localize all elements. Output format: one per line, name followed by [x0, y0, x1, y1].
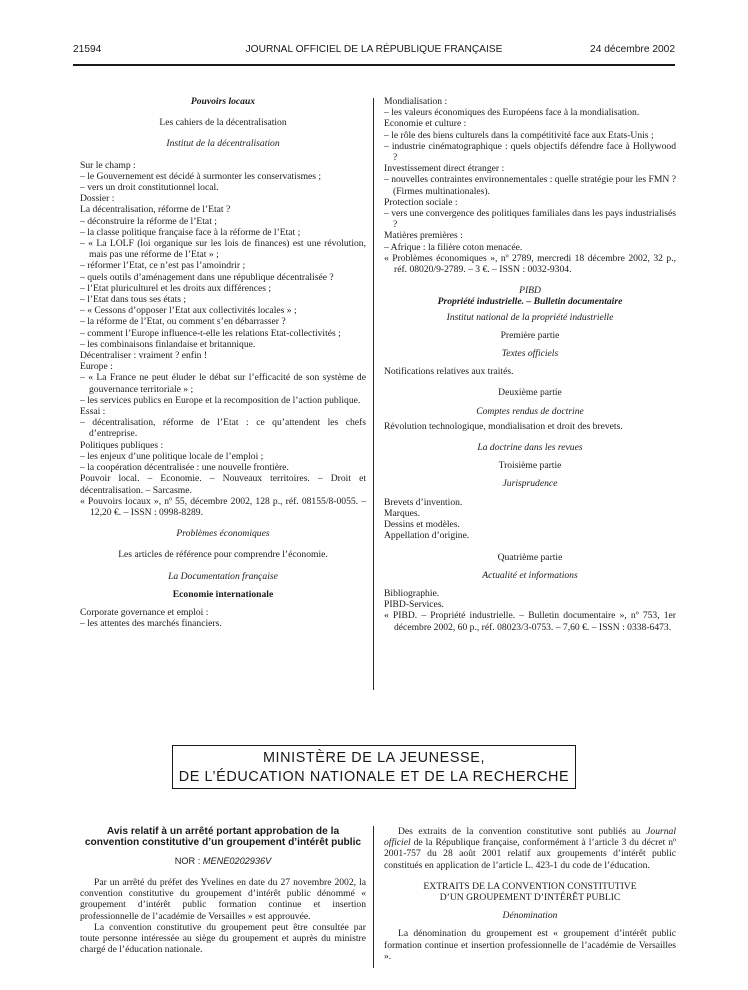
toc-line: – vers un droit constitutionnel local. — [80, 182, 219, 194]
toc-line: Investissement direct étranger : — [384, 163, 505, 175]
toc-line: – quels outils d’aménagement dans une république décentralisée ? — [80, 271, 334, 283]
intro-text-2: de la République française, conformément à l’article 3 du décret nº 2001-757 du 28 août 2001 relatif aux groupements d’intérêt public constitués en application de l’article L. 423-1 du code de l’éducation. — [384, 837, 676, 871]
keywords-line: Pouvoir local. – Economie. – Nouveaux territoires. – Droit et décentralisation. – Sarcasme. — [80, 473, 366, 496]
extraits-column — [384, 826, 676, 962]
list-item: Marques. — [384, 507, 420, 519]
extraits-heading-line-2: D’UN GROUPEMENT D’INTÉRÊT PUBLIC — [439, 892, 621, 904]
toc-line: Décentraliser : vraiment ? enfin ! — [80, 350, 208, 362]
toc-line: Corporate governance et emploi : — [80, 606, 209, 618]
ministry-line-2: DE L’ÉDUCATION NATIONALE ET DE LA RECHERCHE — [178, 769, 570, 785]
toc-line: Economie et culture : — [384, 118, 467, 130]
nor-label: NOR : — [174, 855, 201, 866]
part-heading: Troisième partie — [498, 460, 562, 472]
toc-line: – nouvelles contraintes environnementales : quelle stratégie pour les FMN ? (Firmes multinationales). — [384, 174, 676, 197]
right-column — [384, 96, 676, 633]
toc-line: – la classe politique française face à la réforme de l’Etat ; — [80, 226, 301, 238]
toc-line: – les combinaisons finlandaise et britannique. — [80, 338, 256, 350]
toc-line: – « La France ne peut éluder le débat sur l’efficacité de son système de gouvernance territoriale » ; — [80, 372, 366, 395]
column-divider-bottom — [373, 826, 374, 968]
part-text: Révolution technologique, mondialisation et droit des brevets. — [384, 420, 623, 432]
list-item: PIBD-Services. — [384, 599, 444, 611]
part-subheading: Jurisprudence — [502, 478, 558, 490]
extraits-intro — [384, 826, 676, 871]
toc-line: Sur le champ : — [80, 159, 136, 171]
journal-officiel-reference: Journal officiel — [384, 826, 676, 849]
toc-line: – la coopération décentralisée : une nouvelle frontière. — [80, 462, 289, 474]
avis-column — [80, 826, 366, 955]
part-subheading: Textes officiels — [501, 348, 559, 360]
toc-line: – l’Etat dans tous ses états ; — [80, 294, 187, 306]
part-subheading: Actualité et informations — [482, 569, 578, 581]
avis-paragraph: La convention constitutive du groupement peut être consultée par toute personne intéressée au siège du groupement et auprès du ministre chargé de l’éducation nationale. — [80, 921, 366, 956]
part-heading: Quatrième partie — [497, 551, 563, 563]
section-title-problemes-economiques: Problèmes économiques — [176, 528, 270, 540]
toc-line: – réformer l’Etat, ce n’est pas l’amoindrir ; — [80, 260, 246, 272]
toc-line: – les enjeux d’une politique locale de l’emploi ; — [80, 450, 264, 462]
list-item: Appellation d’origine. — [384, 530, 470, 542]
page-header — [73, 44, 675, 58]
toc-line: – le Gouvernement est décidé à surmonter les conservatismes ; — [80, 170, 322, 182]
header-rule — [73, 64, 675, 66]
toc-line: – le rôle des biens culturels dans la compétitivité face aux Etats-Unis ; — [384, 129, 654, 141]
toc-line: – vers une convergence des politiques familiales dans les pays industrialisés ? — [384, 208, 676, 231]
toc-line: – l’Etat pluriculturel et les droits aux différences ; — [80, 282, 272, 294]
section-subtitle: Les articles de référence pour comprendre l’économie. — [118, 549, 328, 561]
toc-line: – les services publics en Europe et la recomposition de l’action publique. — [80, 394, 361, 406]
toc-line: – « Cessons d’opposer l’Etat aux collectivités locales » ; — [80, 305, 297, 317]
toc-line: Dossier : — [80, 193, 115, 205]
part-heading: Deuxième partie — [498, 387, 562, 399]
section-publisher: Institut de la décentralisation — [166, 138, 280, 150]
list-item: Brevets d’invention. — [384, 496, 463, 508]
issue-date: 24 décembre 2002 — [590, 44, 675, 55]
section-publisher: La Documentation française — [168, 570, 278, 582]
list-item: Dessins et modèles. — [384, 519, 460, 531]
section-publisher: Institut national de la propriété industrielle — [446, 311, 614, 323]
toc-line: – « La LOLF (loi organique sur les lois de finances) est une révolution, mais pas une réforme de l’Etat » ; — [80, 238, 366, 261]
part-subheading: Comptes rendus de doctrine — [476, 405, 584, 417]
toc-line: – Afrique : la filière coton menacée. — [384, 241, 523, 253]
toc-line: La décentralisation, réforme de l’Etat ? — [80, 204, 231, 216]
extraits-heading-line-1: EXTRAITS DE LA CONVENTION CONSTITUTIVE — [423, 880, 637, 892]
avis-title: Avis relatif à un arrêté portant approbation de la convention constitutive d’un groupement d’intérêt public — [84, 826, 362, 849]
part-subheading: La doctrine dans les revues — [477, 442, 583, 454]
part-text: Notifications relatives aux traités. — [384, 366, 514, 378]
part-heading: Première partie — [500, 329, 560, 341]
extraits-paragraph: La dénomination du groupement est « groupement d’intérêt public formation continue et insertion professionnelle de l’académie de Versailles ». — [384, 928, 676, 962]
toc-line: – les attentes des marchés financiers. — [80, 618, 222, 630]
publication-reference: « Pouvoirs locaux », nº 55, décembre 2002, 128 p., réf. 08155/8-0055. – 12,20 €. – ISSN : 0998-8289. — [80, 495, 366, 518]
toc-line: – la réforme de l’Etat, ou comment s’en débarrasser ? — [80, 316, 286, 328]
section-title-pibd: PIBD — [519, 285, 541, 297]
nor-code: MENE0202936V — [202, 855, 272, 866]
list-item: Bibliographie. — [384, 587, 440, 599]
toc-line: Politiques publiques : — [80, 439, 164, 451]
page-number: 21594 — [73, 44, 102, 55]
ministry-heading-box — [172, 745, 576, 789]
section-heading: Economie internationale — [172, 588, 274, 600]
publication-reference: « PIBD. – Propriété industrielle. – Bulletin documentaire », nº 753, 1er décembre 2002, 60 p., réf. 08023/3-0753. – 7,60 €. – ISSN : 0338-6473. — [384, 610, 676, 633]
intro-text-1: Des extraits de la convention constitutive sont publiés au — [398, 826, 647, 837]
toc-line: – décentralisation, réforme de l’Etat : ce qu’attendent les chefs d’entreprise. — [80, 417, 366, 440]
section-subtitle: Les cahiers de la décentralisation — [159, 117, 287, 129]
avis-paragraph: Par un arrêté du préfet des Yvelines en date du 27 novembre 2002, la convention constitutive du groupement d’intérêt public dénommé « groupement d’intérêt public formation continue et insertion professionnelle de l’académie de Versailles » est approuvée. — [80, 877, 366, 922]
ministry-line-1: MINISTÈRE DE LA JEUNESSE, — [262, 750, 486, 766]
section-subtitle: Propriété industrielle. – Bulletin documentaire — [437, 296, 623, 308]
toc-line: Matières premières : — [384, 230, 463, 242]
extraits-subheading: Dénomination — [502, 910, 558, 922]
section-title-pouvoirs-locaux: Pouvoirs locaux — [190, 96, 256, 107]
toc-line: – industrie cinématographique : quels objectifs défendre face à Hollywood ? — [384, 140, 676, 164]
toc-line: Essai : — [80, 406, 106, 418]
toc-line: – comment l’Europe influence-t-elle les relations Etat-collectivités ; — [80, 327, 341, 339]
toc-line: – les valeurs économiques des Européens face à la mondialisation. — [384, 107, 640, 119]
toc-line: – déconstruire la réforme de l’Etat ; — [80, 215, 217, 227]
left-column — [80, 96, 366, 629]
toc-line: Mondialisation : — [384, 96, 448, 107]
nor-reference — [80, 856, 366, 867]
publication-reference: « Problèmes économiques », nº 2789, mercredi 18 décembre 2002, 32 p., réf. 08020/9-2789. – 3 €. – ISSN : 0032-9304. — [384, 252, 676, 276]
journal-title: JOURNAL OFFICIEL DE LA RÉPUBLIQUE FRANÇAISE — [245, 44, 503, 55]
column-divider-top — [373, 98, 374, 690]
toc-line: Europe : — [80, 361, 113, 373]
toc-line: Protection sociale : — [384, 196, 458, 208]
